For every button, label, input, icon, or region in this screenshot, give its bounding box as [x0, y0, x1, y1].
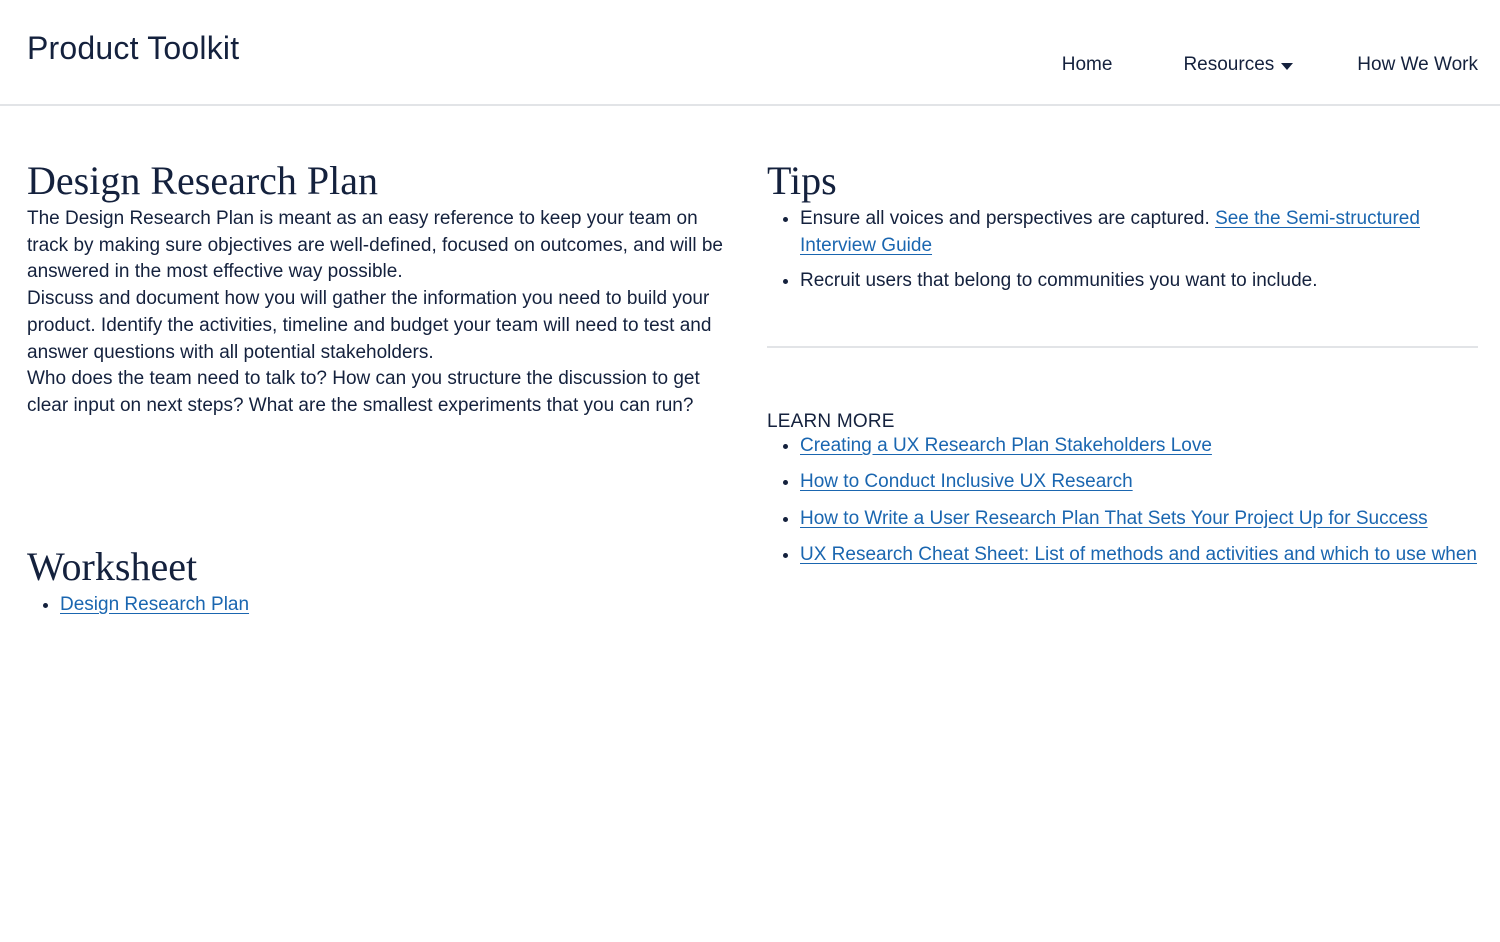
list-item [800, 268, 1478, 295]
interview-guide-link[interactable]: See the Semi-structured Interview Guide [800, 208, 1420, 256]
worksheet-list [27, 592, 743, 619]
main-nav [1062, 54, 1478, 76]
learn-more-link[interactable]: Creating a UX Research Plan Stakeholders Love [800, 435, 1212, 457]
nav-how-we-work[interactable]: How We Work [1357, 54, 1478, 75]
list-item [800, 542, 1478, 569]
list-item [800, 206, 1478, 259]
tips-heading: Tips [767, 158, 837, 203]
list-item [800, 506, 1478, 533]
learn-more-link[interactable]: How to Conduct Inclusive UX Research [800, 471, 1133, 493]
page-title: Design Research Plan [27, 158, 379, 203]
nav-resources-label: Resources [1183, 54, 1275, 75]
worksheet-section [27, 542, 743, 619]
worksheet-link[interactable]: Design Research Plan [60, 594, 250, 615]
main-content [27, 156, 743, 420]
worksheet-heading: Worksheet [27, 544, 198, 589]
intro-paragraph: The Design Research Plan is meant as an easy reference to keep your team on track by making sure objectives are well-defined, focused on outcomes, and will be answered in the most effective way possible. [27, 208, 723, 283]
nav-home[interactable]: Home [1061, 54, 1113, 75]
body-paragraph: Who does the team need to talk to? How can you structure the discussion to get clear input on next steps? What are the smallest experiments that you can run? [27, 368, 700, 416]
divider [767, 346, 1478, 348]
tip-text: Ensure all voices and perspectives are captured. [800, 208, 1216, 229]
learn-more-link[interactable]: How to Write a User Research Plan That Sets Your Project Up for Success [800, 507, 1428, 529]
learn-more-link[interactable]: UX Research Cheat Sheet: List of methods and activities and which to use when [800, 543, 1477, 565]
chevron-down-icon [1281, 63, 1293, 70]
site-header [0, 0, 1500, 106]
list-item [800, 433, 1478, 460]
sidebar [767, 156, 1478, 568]
body-paragraph: Discuss and document how you will gather the information you need to build your product. Identify the activities, timeline and budget your team will need to test and answer questions with all potential stakeholders. [27, 288, 712, 363]
nav-resources-dropdown[interactable] [1183, 54, 1293, 76]
learn-more-label: LEARN MORE [767, 411, 895, 433]
list-item [60, 592, 743, 619]
list-item [800, 469, 1478, 496]
tip-text: Recruit users that belong to communities you want to include. [800, 270, 1318, 292]
site-title-link[interactable]: Product Toolkit [27, 30, 240, 66]
tips-list [767, 206, 1478, 295]
learn-more-list [767, 433, 1478, 568]
